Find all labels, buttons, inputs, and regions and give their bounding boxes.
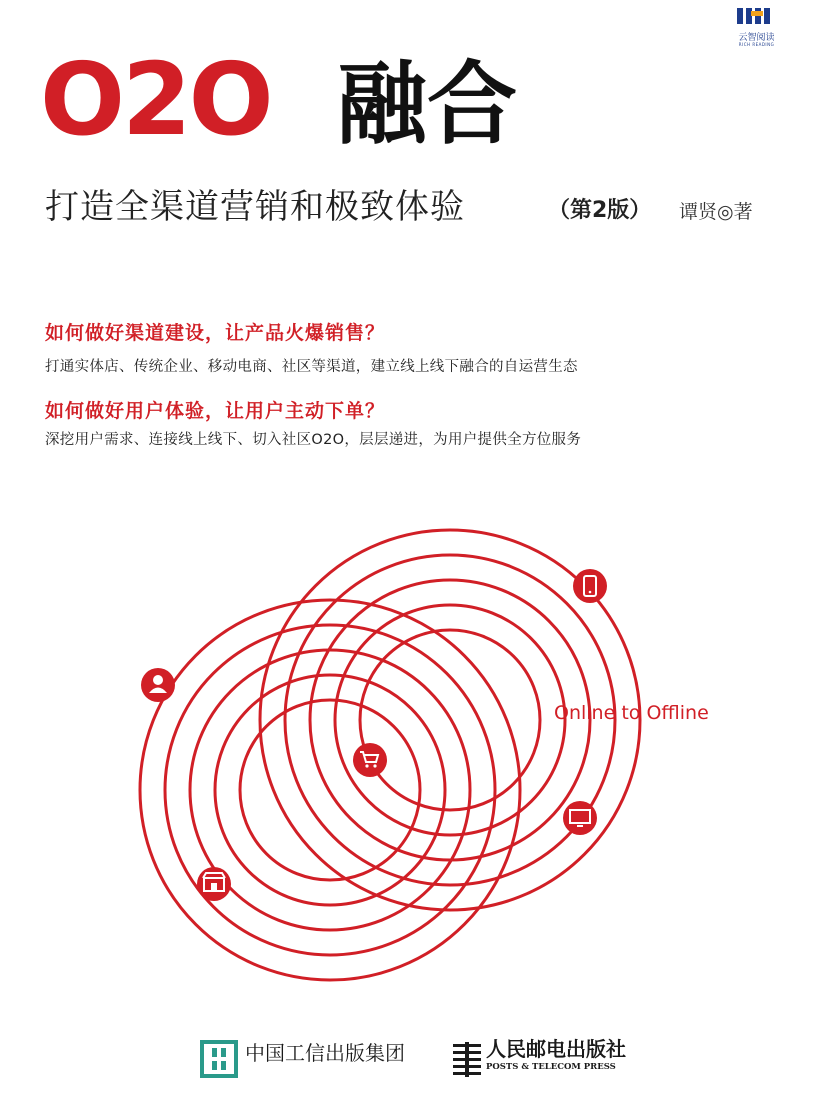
badge-cn-text: 云智阅读 — [738, 33, 775, 43]
edition-label: （第2版） — [548, 198, 652, 223]
ptpress-logo-icon — [451, 1040, 483, 1078]
question-1: 如何做好渠道建设，让产品火爆销售？ — [45, 322, 386, 344]
publisher-name-cn: 人民邮电出版社 — [486, 1037, 626, 1061]
author-label: 谭贤◎著 — [679, 201, 753, 223]
answer-1: 打通实体店、传统企业、移动电商、社区等渠道，建立线上线下融合的自运营生态 — [45, 359, 578, 375]
book-title-cn: 融合 — [337, 52, 517, 157]
publisher-group-name: 中国工信出版集团 — [245, 1041, 405, 1065]
user-icon — [141, 668, 175, 702]
answer-2: 深挖用户需求、连接线上线下、切入社区O2O，层层递进，为用户提供全方位服务 — [45, 432, 582, 448]
book-subtitle: 打造全渠道营销和极致体验 — [45, 187, 465, 227]
tagline-text: Online to Offline — [554, 702, 709, 724]
phone-icon — [573, 569, 607, 603]
book-title-o2o: O2O — [40, 41, 271, 158]
miit-logo-icon — [200, 1040, 238, 1078]
monitor-icon — [563, 801, 597, 835]
store-icon — [197, 867, 231, 901]
cart-icon — [353, 743, 387, 777]
badge-en-text: RICH READING — [738, 42, 775, 47]
publisher-name-en: POSTS & TELECOM PRESS — [486, 1062, 616, 1072]
question-2: 如何做好用户体验，让用户主动下单？ — [45, 400, 386, 422]
